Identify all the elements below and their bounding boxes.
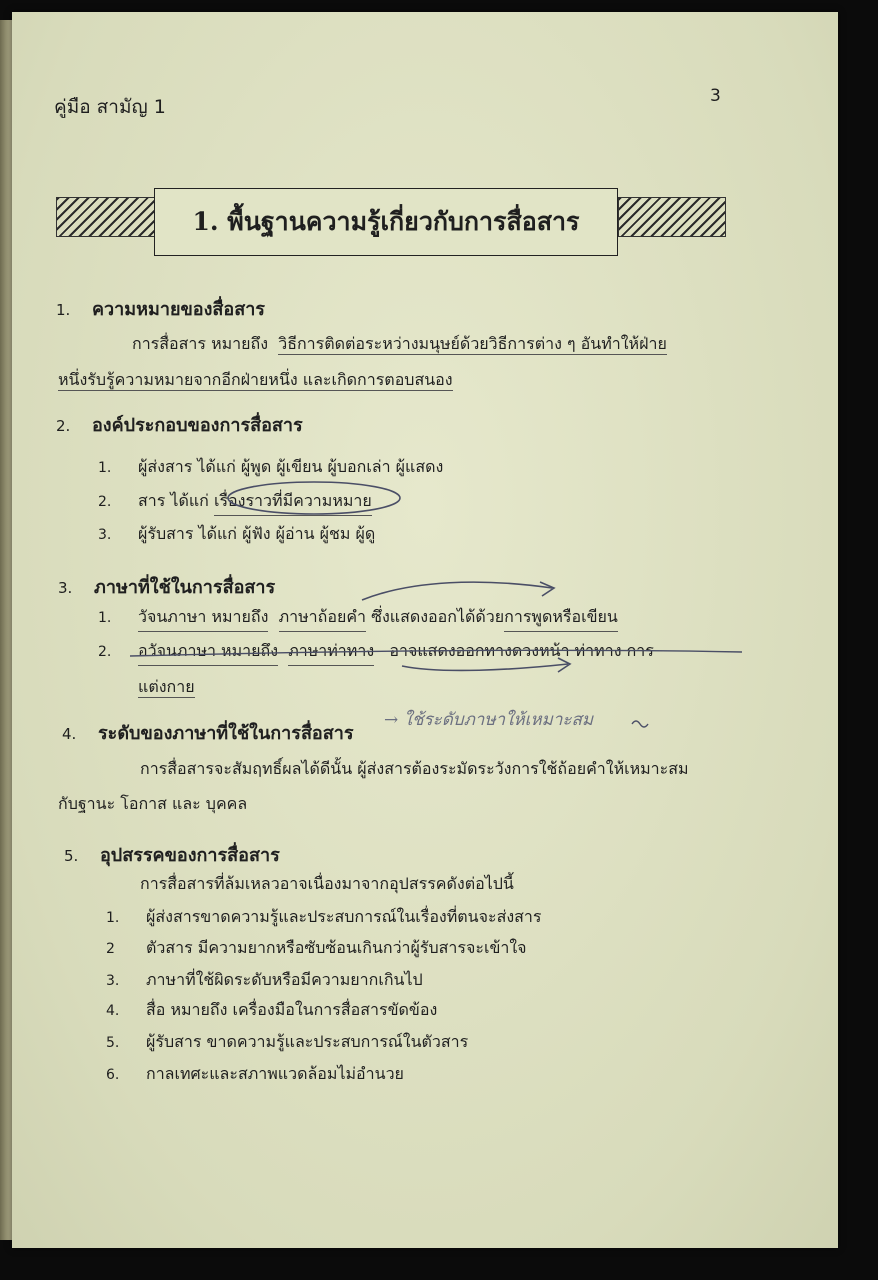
handwritten-note: → ใช้ระดับภาษาให้เหมาะสม xyxy=(384,710,594,730)
underlined-text: หนึ่งรับรู้ความหมายจากอีกฝ่ายหนึ่ง และเกิดการตอบสนอง xyxy=(58,370,453,389)
list-item xyxy=(106,936,527,961)
section-number: 3. xyxy=(58,579,73,597)
list-item xyxy=(98,605,618,632)
list-number: 1. xyxy=(98,610,112,626)
list-number: 1. xyxy=(106,910,120,926)
list-number: 6. xyxy=(106,1067,120,1083)
section-number: 1. xyxy=(56,301,71,319)
underlined-text: อวัจนภาษา หมายถึง xyxy=(138,639,278,666)
section-title: องค์ประกอบของการสื่อสาร xyxy=(92,415,303,436)
section-5-intro: การสื่อสารที่ล้มเหลวอาจเนื่องมาจากอุปสรรคดังต่อไปนี้ xyxy=(140,874,514,893)
underlined-text: แต่งกาย xyxy=(138,677,195,696)
list-item xyxy=(106,968,423,993)
ink-squiggle xyxy=(632,721,648,727)
list-number: 2 xyxy=(106,941,115,957)
section-4-heading xyxy=(62,718,354,747)
section-1-paragraph-line2 xyxy=(58,368,453,393)
list-text: ผู้รับสาร ขาดความรู้และประสบการณ์ในตัวสาร xyxy=(146,1032,469,1051)
ink-arrow-1 xyxy=(362,582,552,600)
section-number: 4. xyxy=(62,725,77,743)
list-text: ตัวสาร มีความยากหรือซับซ้อนเกินกว่าผู้รับสารจะเข้าใจ xyxy=(146,938,527,957)
book-spine xyxy=(0,20,12,1240)
list-number: 5. xyxy=(106,1035,120,1051)
text-span: การสื่อสาร หมายถึง xyxy=(132,334,269,353)
list-item-continuation xyxy=(138,675,195,700)
title-hatch-left xyxy=(56,197,160,237)
list-item xyxy=(106,1062,404,1087)
list-number: 2. xyxy=(98,644,112,660)
underlined-text: วัจนภาษา หมายถึง xyxy=(138,605,268,632)
list-item xyxy=(98,455,443,480)
section-number: 2. xyxy=(56,417,71,435)
page-number: 3 xyxy=(710,86,721,106)
section-1-paragraph-line1 xyxy=(132,332,667,357)
list-text: สาร ได้แก่ xyxy=(138,491,209,510)
section-title: ความหมายของสื่อสาร xyxy=(92,299,265,320)
list-text: กาลเทศะและสภาพแวดล้อมไม่อำนวย xyxy=(146,1064,404,1083)
list-item xyxy=(106,1030,468,1055)
section-title: ภาษาที่ใช้ในการสื่อสาร xyxy=(94,577,276,598)
list-text: ซึ่งแสดงออกได้ด้วย xyxy=(371,607,505,626)
list-text: ผู้ส่งสาร ได้แก่ ผู้พูด ผู้เขียน ผู้บอกเล่า ผู้แสดง xyxy=(138,457,444,476)
list-text: ผู้รับสาร ได้แก่ ผู้ฟัง ผู้อ่าน ผู้ชม ผู้ดู xyxy=(138,524,376,543)
underlined-text: เรื่องราวที่มีความหมาย xyxy=(214,489,372,516)
list-number: 3. xyxy=(98,527,112,543)
list-number: 4. xyxy=(106,1003,120,1019)
section-4-paragraph-line1: การสื่อสารจะสัมฤทธิ์ผลได้ดีนั้น ผู้ส่งสารต้องระมัดระวังการใช้ถ้อยคำให้เหมาะสม xyxy=(140,759,689,778)
underlined-text: การพูดหรือเขียน xyxy=(504,605,618,632)
list-item xyxy=(106,905,542,930)
section-title: อุปสรรคของการสื่อสาร xyxy=(100,845,280,866)
underlined-text: ภาษาท่าทาง xyxy=(288,639,374,666)
section-2-heading xyxy=(56,410,303,439)
list-text: สื่อ หมายถึง เครื่องมือในการสื่อสารขัดข้อง xyxy=(146,1000,438,1019)
list-number: 2. xyxy=(98,494,112,510)
list-text: ผู้ส่งสารขาดความรู้และประสบการณ์ในเรื่องที่ตนจะส่งสาร xyxy=(146,907,542,926)
underlined-text: วิธีการติดต่อระหว่างมนุษย์ด้วยวิธีการต่าง ๆ อันทำให้ฝ่าย xyxy=(278,334,667,353)
list-item xyxy=(98,522,375,547)
section-number: 5. xyxy=(64,847,79,865)
ink-arrow-1-head xyxy=(540,582,554,596)
list-text: ภาษาที่ใช้ผิดระดับหรือมีความยากเกินไป xyxy=(146,970,423,989)
book-page xyxy=(12,12,838,1248)
list-item xyxy=(106,998,437,1023)
title-hatch-right xyxy=(618,197,726,237)
section-3-heading xyxy=(58,572,275,601)
section-1-heading xyxy=(56,294,265,323)
list-number: 3. xyxy=(106,973,120,989)
section-title: ระดับของภาษาที่ใช้ในการสื่อสาร xyxy=(98,723,354,744)
book-title-header: คู่มือ สามัญ 1 xyxy=(54,96,166,118)
list-item xyxy=(98,489,372,516)
chapter-title: 1. พื้นฐานความรู้เกี่ยวกับการสื่อสาร xyxy=(192,207,580,236)
chapter-title-box xyxy=(154,188,618,256)
list-number: 1. xyxy=(98,460,112,476)
list-text: อาจแสดงออกทางดวงหน้า ท่าทาง การ xyxy=(389,641,654,660)
list-item xyxy=(98,639,654,666)
section-4-paragraph-line2: กับฐานะ โอกาส และ บุคคล xyxy=(58,794,248,813)
underlined-text: ภาษาถ้อยคำ xyxy=(279,605,366,632)
section-5-heading xyxy=(64,840,280,869)
